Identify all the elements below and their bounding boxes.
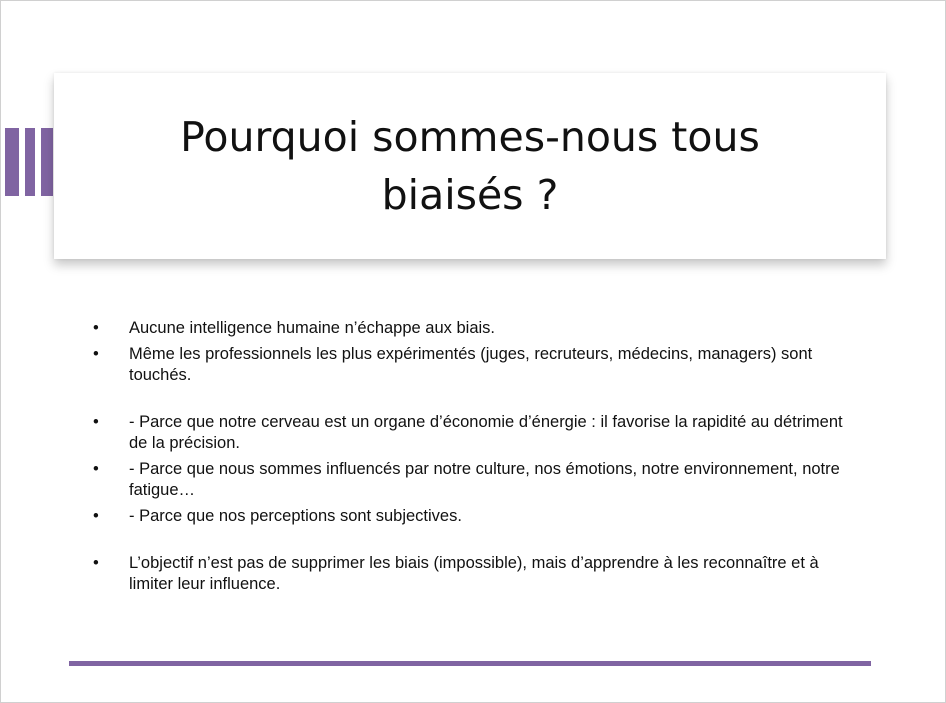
bullet-marker: • bbox=[93, 413, 99, 431]
accent-bar bbox=[25, 128, 35, 196]
bullet-marker: • bbox=[93, 345, 99, 363]
bullet-text: Aucune intelligence humaine n’échappe aux biais. bbox=[129, 319, 496, 337]
bullet-text: - Parce que nos perceptions sont subjectives. bbox=[129, 507, 462, 525]
bullet-item bbox=[91, 553, 851, 595]
title-placeholder[interactable] bbox=[54, 73, 886, 259]
bullet-item bbox=[91, 344, 851, 386]
bullet-marker: • bbox=[93, 554, 99, 572]
bullet-item bbox=[91, 412, 851, 454]
bullet-item bbox=[91, 459, 851, 501]
footer-accent-line bbox=[69, 661, 871, 666]
accent-bar bbox=[41, 128, 53, 196]
bullet-marker: • bbox=[93, 507, 99, 525]
bullet-text: - Parce que notre cerveau est un organe d’économie d’énergie : il favorise la rapidité au détriment de la précision. bbox=[129, 413, 843, 452]
slide-title: Pourquoi sommes-nous tous biaisés ? bbox=[180, 113, 760, 219]
bullet-text: L’objectif n’est pas de supprimer les biais (impossible), mais d’apprendre à les reconnaître et à limiter leur influence. bbox=[129, 554, 819, 593]
content-placeholder[interactable] bbox=[91, 318, 851, 600]
bullet-item bbox=[91, 318, 851, 339]
bullet-text: Même les professionnels les plus expérimentés (juges, recruteurs, médecins, managers) sont touchés. bbox=[129, 345, 813, 384]
bullet-marker: • bbox=[93, 319, 99, 337]
accent-bar bbox=[5, 128, 19, 196]
bullet-text: - Parce que nous sommes influencés par notre culture, nos émotions, notre environnement, notre fatigue… bbox=[129, 460, 840, 499]
bullet-marker: • bbox=[93, 460, 99, 478]
bullet-item bbox=[91, 506, 851, 527]
